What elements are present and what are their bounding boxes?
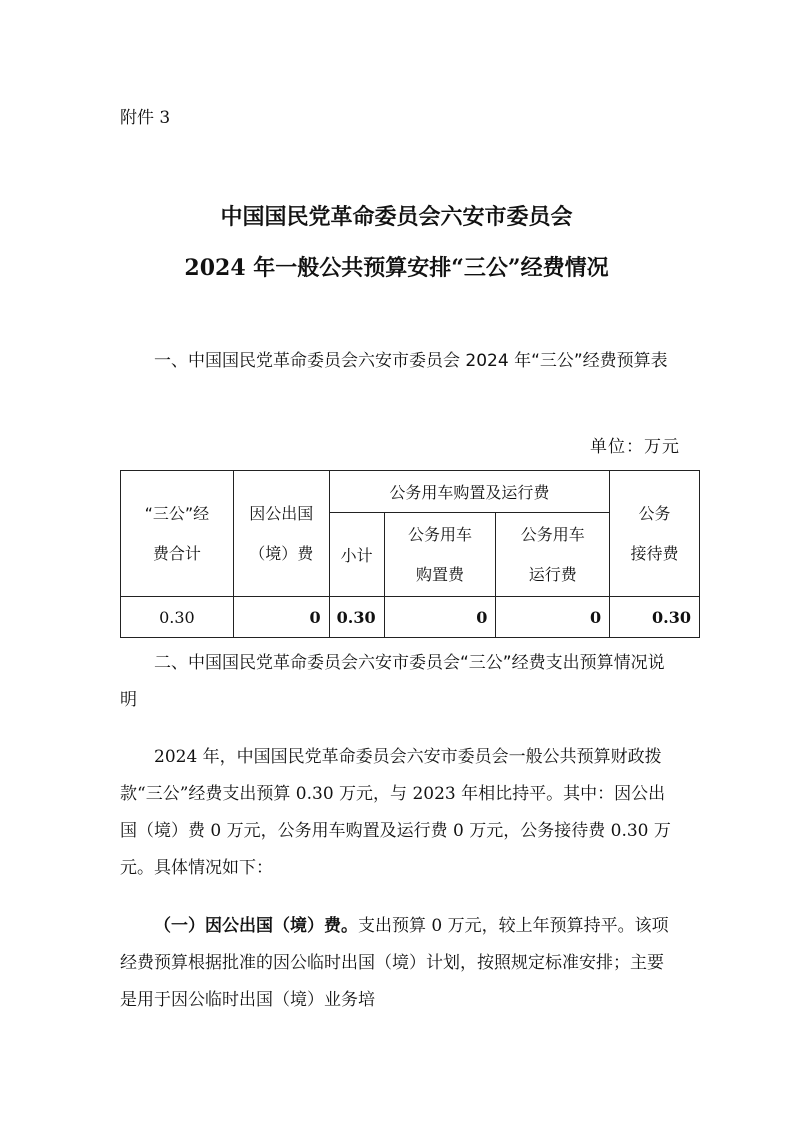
attachment-label: 附件 3 [120,108,171,128]
body-paragraph-2 [120,908,680,1019]
item1-text: 支出预算 0 万元，较上年预算持平。该项经费预算根据批准的因公临时出国（境）计划，按照规定标准安排；主要是用于因公临时出国（境）业务培 [120,916,669,1010]
header-abroad-line2: （境）费 [249,543,314,563]
header-vehicle-purchase [384,513,496,597]
cell-reception: 0.30 [610,597,700,638]
header-total [121,471,234,597]
table-row [121,597,700,638]
header-purchase-line1: 公务用车 [407,524,472,544]
body-paragraph-1: 2024 年，中国国民党革命委员会六安市委员会一般公共预算财政拨款“三公”经费支出预算 0.30 万元，与 2023 年相比持平。其中：因公出国（境）费 0 万元，公务用车购置及运行费 0 万元，公务接待费 0.30 万元。具体情况如下： [120,747,671,878]
section1-heading: 一、中国国民党革命委员会六安市委员会 2024 年“三公”经费预算表 [154,351,668,371]
header-vehicle-operation [496,513,610,597]
header-operation-line1: 公务用车 [520,524,585,544]
header-abroad-line1: 因公出国 [249,503,314,523]
item1-heading: （一）因公出国（境）费。 [154,916,358,936]
section2-heading: 二、中国国民党革命委员会六安市委员会“三公”经费支出预算情况说明 [120,653,665,710]
header-reception-line1: 公务 [638,503,671,523]
document-title-line1: 中国国民党革命委员会六安市委员会 [220,204,573,230]
cell-subtotal: 0.30 [329,597,384,638]
header-reception [610,471,700,597]
header-vehicle-group: 公务用车购置及运行费 [329,471,609,513]
header-purchase-line2: 购置费 [415,564,464,584]
document-title-line2: 2024 年一般公共预算安排“三公”经费情况 [184,255,609,281]
header-subtotal: 小计 [329,513,384,597]
header-reception-line2: 接待费 [630,543,679,563]
cell-purchase: 0 [384,597,496,638]
unit-label: 单位：万元 [590,437,680,457]
header-total-line1: “三公”经 [144,503,210,523]
header-operation-line2: 运行费 [528,564,577,584]
header-abroad [233,471,329,597]
three-public-budget-table [120,470,700,638]
cell-abroad: 0 [233,597,329,638]
cell-total: 0.30 [121,597,234,638]
header-total-line2: 费合计 [152,543,201,563]
cell-operation: 0 [496,597,610,638]
